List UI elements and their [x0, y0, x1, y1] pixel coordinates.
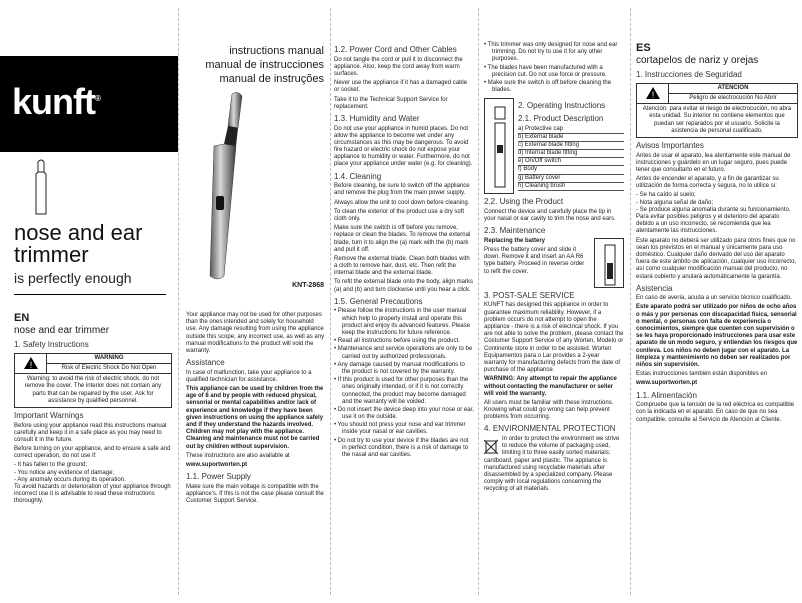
- list-item: - Any anomaly occurs during its operation.: [14, 477, 172, 484]
- list-item: • If this product is used for other purposes than the ones originally intended, or if it is not correctly connected, the product may become damaged and the warranty will be voided.: [334, 377, 474, 406]
- warning-body: Risk of Electric Shock Do Not Open: [61, 364, 157, 371]
- paragraph: Este aparato no deberá ser utilizado para otros fines que no sean los previstos en el manual y únicamente para uso doméstico. Cualquier daño derivado del uso del aparato fuera de este ámbito de aplicación, cualquier uso incorrecto, así como cualquier modificación manual del producto, no estará cubierto y anulará automáticamente la garantía.: [636, 237, 797, 280]
- svg-text:!: !: [651, 90, 654, 101]
- list-item: • Read all instructions before using the product.: [334, 338, 474, 345]
- list-item: • You should not press your nose and ear trimmer inside your nasal or ear cavities.: [334, 422, 474, 436]
- list-item: b) External blade: [518, 134, 624, 142]
- list-item: - You notice any evidence of damage;: [14, 470, 172, 477]
- panel-es: [630, 0, 802, 603]
- list-item: h) Cleaning brush: [518, 183, 624, 191]
- list-item: c) External blade fitting: [518, 142, 624, 150]
- paragraph: Always allow the unit to cool down before cleaning.: [334, 199, 470, 206]
- warning-footer: Warning: to avoid the risk of electric shock, do not remove the cover. The interior does not contain any parts that can be repaired by the user. Ask for assistance by qualified personnel.: [24, 376, 162, 404]
- using-heading: 2.2. Using the Product: [484, 197, 564, 207]
- trimmer-outline-icon: [30, 158, 52, 216]
- warning-triangle-icon: [637, 84, 669, 103]
- es-safety-section: [636, 42, 798, 426]
- important-heading: Important Warnings: [14, 410, 84, 420]
- list-item: f) Body: [518, 166, 624, 174]
- safety-heading: 1. Instrucciones de Seguridad: [636, 70, 742, 80]
- list-item: • Make sure the switch is off before cleaning the blades.: [484, 80, 624, 94]
- precautions-section: [334, 42, 474, 460]
- paragraph: In order to protect the environment we strive to reduce the volume of packaging used, limiting it to three easily sorted materials: cardboard, paper and plastic. The appliance is manufactured using recyclable materials after disassembled by a specialized company. Please comply with local regulations concerning the recycling of all materials.: [484, 436, 620, 493]
- panel-precautions: [330, 0, 478, 603]
- precautions-heading: 1.5. General Precautions: [334, 296, 423, 306]
- trimmer-product-image: [192, 86, 252, 286]
- tagline: is perfectly enough: [14, 270, 132, 286]
- manual-title-pt: manual de instruções: [219, 73, 324, 85]
- list-item: - It has fallen to the ground;: [14, 462, 172, 469]
- warning-heading: ATENCIÓN: [669, 84, 797, 94]
- parts-list: [518, 126, 624, 192]
- en-safety-section: [14, 312, 172, 508]
- list-item: a) Protective cap: [518, 126, 624, 134]
- panel-operating: [478, 0, 628, 603]
- list-item: - Nota alguna señal de daño;: [636, 200, 798, 207]
- list-item: • Any damage caused by manual modifications to the product is not covered by the warranty.: [334, 362, 474, 376]
- list: [14, 462, 172, 484]
- list-item: • This trimmer was only designed for nose and ear trimming. Do not try to use it for any other purposes.: [484, 42, 624, 64]
- paragraph: Before using your appliance read this instructions manual carefully and keep it in a safe place as you may need to consult it in the future.: [14, 422, 167, 443]
- paragraph: Press the battery cover and slide it down. Remove it and insert an AA R6 type battery. Proceed in reverse order to refit the cover.: [484, 247, 585, 275]
- paragraph: En caso de avería, acuda a un servicio técnico cualificado.: [636, 295, 792, 302]
- paragraph: Remove the external blade. Clean both blades with a cloth to remove hair, dust, etc. Then refit the internal blade and the external blade.: [334, 255, 470, 277]
- product-title: nose and ear trimmer: [14, 220, 143, 267]
- battery-diagram: [594, 238, 624, 288]
- list-item: • Do not try to use your device if the blades are not in perfect condition, there is a risk of damage to the nasal and ear cavities.: [334, 438, 474, 460]
- list-item: e) On/Off switch: [518, 158, 624, 166]
- warning-box: [14, 353, 172, 408]
- en-subtitle: nose and ear trimmer: [14, 325, 110, 337]
- warning-box: [636, 83, 798, 138]
- support-url: www.suportworten.pt: [186, 461, 248, 468]
- panel-cover: [0, 0, 178, 603]
- important-heading: Avisos Importantes: [636, 140, 704, 150]
- paragraph: To avoid hazards or deterioration of your appliance through incorrect use it is advisable to read these instructions thoroughly.: [14, 484, 171, 505]
- tagline-rule: [14, 294, 166, 295]
- paragraph: Before cleaning, be sure to switch off the appliance and remove the plug from the main power supply.: [334, 183, 470, 197]
- list-item: • Maintenance and service operations are only to be carried out by authorized professionals.: [334, 346, 474, 360]
- power-heading: 1.1. Power Supply: [186, 472, 251, 482]
- manual-title-es: manual de instrucciones: [205, 59, 324, 71]
- lang-code: ES: [636, 42, 651, 54]
- recycle-bin-icon: [484, 438, 498, 454]
- paragraph: Make sure the switch is off before you remove, replace or clean the blades. To remove the external blade, turn it to align the (a) mark with the (b) mark and pull it off.: [334, 225, 471, 253]
- list-item: - Se produce alguna anomalía durante su funcionamiento.: [636, 207, 798, 214]
- panel-manual: [178, 0, 330, 603]
- children-notice: Este aparato podrá ser utilizado por niños de ocho años o más y por personas con discapacidad física, sensorial o mental, o personas con falta de experiencia o conocimientos, siempre que cuenten con supervisión o se les haya proporcionado instrucciones para usar este aparato de un modo seguro, y entiendan los riesgos que conlleva. Los niños no deben jugar con el aparato. La limpieza y mantenimiento no deben ser realizados por niños sin supervisión.: [636, 304, 798, 368]
- paragraph: Para evitar posibles peligros y el deterioro del aparato debido a un uso incorrecto, se recomienda que lea atentamente las instrucciones.: [636, 214, 780, 235]
- paragraph: Connect the device and carefully place the tip in your nasal or ear cavity to trim the nose and ears.: [484, 208, 616, 223]
- brand-logo: kunft®: [12, 81, 100, 122]
- paragraph: KUNFT has designed this appliance in order to guarantee maximum reliability. However, if a problem occurs do not attempt to open the appliance - there is a risk of electrical shock. If you are not able to solve the problem, please contact the Costumer Support Service of any Worten, Modelo or Continente store in order to be assisted. Worten Equipamentos para o Lar provides a 2-year warranty for manufacturing defects from the date of purchase of the appliance.: [484, 302, 624, 374]
- paragraph: Your appliance may not be used for other purposes than the ones intended and solely for household use. Any damage resulting from using the appliance outside this scope, any incorrect use, as well as any manual modifications to the product will void the warranty.: [186, 312, 325, 354]
- description-heading: 2.1. Product Description: [518, 113, 604, 123]
- list-item: g) Battery cover: [518, 175, 624, 183]
- battery-subheading: Replacing the battery: [484, 237, 546, 244]
- paragraph: Antes de usar el aparato, lea atentamente este manual de instrucciones y guárdelo en un lugar seguro, pues puede tener que consultarlo en el futuro.: [636, 152, 791, 173]
- manual-title-en: instructions manual: [229, 45, 324, 57]
- assistance-heading: Assistance: [186, 358, 225, 368]
- warning-footer: Atención: para evitar el riesgo de electrocución, no abra esta unidad. Su interior no contiene elementos que puedan ser reparados por el usuario. Solicite la asistencia de personal cualificado.: [642, 106, 792, 134]
- list: [636, 192, 798, 214]
- list-item: - Se ha caído al suelo;: [636, 192, 798, 199]
- support-url: www.suportworten.pt: [636, 380, 698, 387]
- paragraph: These instructions are also available at: [186, 452, 290, 459]
- list-item: d) Internal blade fitting: [518, 150, 624, 158]
- post-sale-heading: 3. POST-SALE SERVICE: [484, 290, 575, 300]
- environment-heading: 4. ENVIRONMENTAL PROTECTION: [484, 424, 616, 434]
- warning-triangle-icon: [15, 354, 47, 373]
- cleaning-heading: 1.4. Cleaning: [334, 171, 382, 181]
- paragraph: Compruebe que la tensión de la red eléctrica es compatible con la indicada en el aparato. En caso de que no sea compatible, consulte al Servicio de Atención al Cliente.: [636, 402, 795, 423]
- operating-heading: 2. Operating Instructions: [518, 101, 606, 111]
- safety-heading: 1. Safety Instructions: [14, 340, 89, 350]
- manual-titles: [205, 44, 324, 86]
- paragraph: Take it to the Technical Support Service for replacement.: [334, 96, 448, 110]
- lang-code: EN: [14, 312, 30, 324]
- svg-text:!: !: [29, 360, 32, 371]
- warning-body: Peligro de electrocución No Abrir: [689, 94, 777, 101]
- operating-section: [484, 42, 624, 496]
- maintenance-heading: 2.3. Maintenance: [484, 226, 546, 236]
- paragraph: Never use the appliance if it has a damaged cable or socket.: [334, 80, 468, 94]
- paragraph: Make sure the main voltage is compatible with the appliance's. If this is not the case please consult the Customer Support Service.: [186, 483, 324, 505]
- list-item: • The blades have been manufactured with a precision cut. Do not use force or pressure.: [484, 65, 624, 79]
- paragraph: Do not tangle the cord or pull it to disconnect the appliance. Also, keep the cord away from warm surfaces.: [334, 56, 463, 77]
- list-item: • Please follow the instructions in the user manual which help to properly install and operate this product and enjoy its advanced features. Please keep the instructions for future reference.: [334, 308, 474, 337]
- en-usage-section: [186, 312, 326, 507]
- humidity-heading: 1.3. Humidity and Water: [334, 113, 420, 123]
- es-subtitle: cortapelos de nariz y orejas: [636, 55, 759, 67]
- warning-heading: WARNING: [47, 354, 171, 364]
- list: [334, 308, 474, 459]
- paragraph: Before turning on your appliance, and to ensure a safe and correct operation, do not use if:: [14, 446, 171, 460]
- paragraph: To clean the exterior of the product use a dry soft cloth only.: [334, 208, 465, 222]
- paragraph: Do not use your appliance in humid places. Do not allow the appliance to become wet under any circumstances as this may be dangerous. To avoid fire hazard or electric shock do not expose your appliance to humidity or water. Furthermore, do not place your appliance under water (e.g. for cleaning).: [334, 125, 473, 168]
- list-item: • Do not insert the device deep into your nose or ear, use it on the outside.: [334, 407, 474, 421]
- paragraph: Estas instrucciones también están disponibles en: [636, 371, 768, 378]
- parts-diagram: [484, 98, 514, 194]
- paragraph: Antes de encender el aparato, y a fin de garantizar su utilización de forma correcta y segura, no lo utilice si:: [636, 176, 779, 190]
- paragraph: To refit the external blade onto the body, align marks (a) and (b) and turn clockwise until you hear a click.: [334, 279, 473, 293]
- paragraph: In case of malfunction, take your appliance to a qualified technician for assistance.: [186, 369, 312, 383]
- paragraph: All users must be familiar with these instructions. Knowing what could go wrong can help prevent problems from occurring.: [484, 399, 614, 421]
- assistance-heading: Asistencia: [636, 283, 673, 293]
- power-heading: 1.1. Alimentación: [636, 390, 697, 400]
- model-number: KNT-2868: [292, 282, 324, 289]
- warranty-warning: WARNING: Any attempt to repair the appliance without contacting the manufacturer or seller will void the warranty.: [484, 376, 617, 397]
- list: [484, 42, 624, 94]
- cord-heading: 1.2. Power Cord and Other Cables: [334, 45, 457, 54]
- children-notice: This appliance can be used by children from the age of 8 and by people with reduced physical, sensorial or mental capabilities and/or lack of experience and knowledge if they have been given instructions on using the appliance safely and if they understand the hazards involved. Children may not play with the appliance. Cleaning and maintenance must not be carried out by children without supervision.: [186, 386, 324, 450]
